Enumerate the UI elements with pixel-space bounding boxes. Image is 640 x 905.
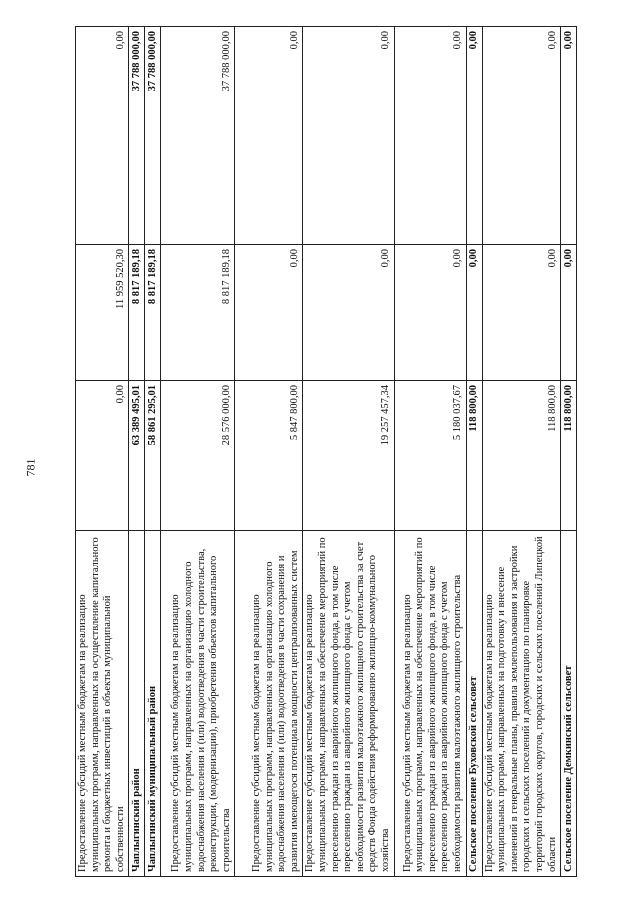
- row-description: Предоставление субсидий местным бюджетам на реализацию муниципальных программ, направленных на обеспечение мероприятий по переселению граждан из аварийного жилищного фонда, в том числе переселению граждан из аварийного жилищного фонда с учетом необходимости развития малоэтажного жилищного строительства: [394, 531, 466, 877]
- row-value-3: 0,00: [466, 27, 482, 245]
- row-value-1: 5 847 800,00: [235, 381, 303, 531]
- rotated-table-container: [75, 27, 595, 877]
- row-value-3: 0,00: [561, 27, 577, 245]
- row-value-3: 0,00: [303, 27, 394, 245]
- table-row: [145, 27, 161, 877]
- table-row: [235, 27, 303, 877]
- row-value-3: 37 788 000,00: [129, 27, 145, 245]
- row-value-1: 58 861 295,01: [145, 381, 161, 531]
- row-value-2: 0,00: [561, 245, 577, 381]
- row-description: Предоставление субсидий местным бюджетам на реализацию муниципальных программ, направленных на обеспечение мероприятий по переселению граждан из аварийного жилищного фонда, в том числе переселению граждан из аварийного жилищного фонда с учетом необходимости развития малоэтажного жилищного строительства за счет средств Фонда содействия реформированию жилищно-коммунального хозяйства: [303, 531, 394, 877]
- row-value-2: 0,00: [482, 245, 561, 381]
- row-value-1: 118 800,00: [482, 381, 561, 531]
- row-value-1: 5 180 037,67: [394, 381, 466, 531]
- row-value-2: 8 817 189,18: [161, 245, 235, 381]
- row-value-2: 11 959 520,30: [76, 245, 129, 381]
- table-row: [76, 27, 129, 877]
- row-value-3: 0,00: [76, 27, 129, 245]
- table-row: [303, 27, 394, 877]
- row-value-3: 0,00: [235, 27, 303, 245]
- row-value-3: 37 788 000,00: [161, 27, 235, 245]
- table-body: [76, 27, 577, 877]
- row-value-3: 0,00: [482, 27, 561, 245]
- row-description: Сельское поселение Буховской сельсовет: [466, 531, 482, 877]
- row-value-1: 28 576 000,00: [161, 381, 235, 531]
- table-row: [561, 27, 577, 877]
- row-value-1: 118 800,00: [466, 381, 482, 531]
- row-description: Предоставление субсидий местным бюджетам на реализацию муниципальных программ, направленных на подготовку и внесение изменений в генеральные планы, правила землепользования и застройки городских и сельских поселений и документацию по планировке территорий городских округов, городских и сельских поселений Липецкой области: [482, 531, 561, 877]
- row-value-2: 8 817 189,18: [145, 245, 161, 381]
- row-value-3: 37 788 000,00: [145, 27, 161, 245]
- table-row: [466, 27, 482, 877]
- page-number: 781: [23, 458, 38, 477]
- row-value-3: 0,00: [394, 27, 466, 245]
- row-value-1: 19 257 457,34: [303, 381, 394, 531]
- row-description: Предоставление субсидий местным бюджетам на реализацию муниципальных программ, направленных на организацию холодного водоснабжения населения и (или) водоотведения в части строительства, реконструкции, (модернизации), приобретения объектов капитального строительства: [161, 531, 235, 877]
- row-description: Предоставление субсидий местным бюджетам на реализацию муниципальных программ, направленных на организацию холодного водоснабжения населения и (или) водоотведения в части сохранения и развития имеющегося потенциала мощности централизованных систем: [235, 531, 303, 877]
- row-description: Предоставление субсидий местным бюджетам на реализацию муниципальных программ, направленных на осуществление капитального ремонта и бюджетных инвестиций в объекты муниципальной собственности: [76, 531, 129, 877]
- row-description: Чаплыгинский муниципальный район: [145, 531, 161, 877]
- row-value-2: 0,00: [235, 245, 303, 381]
- row-value-2: 8 817 189,18: [129, 245, 145, 381]
- table-row: [482, 27, 561, 877]
- table-row: [129, 27, 145, 877]
- row-description: Сельское поселение Демкинский сельсовет: [561, 531, 577, 877]
- row-value-1: 0,00: [76, 381, 129, 531]
- row-value-1: 118 800,00: [561, 381, 577, 531]
- table-row: [161, 27, 235, 877]
- row-value-2: 0,00: [303, 245, 394, 381]
- row-value-1: 63 389 495,01: [129, 381, 145, 531]
- row-description: Чаплыгинский район: [129, 531, 145, 877]
- row-value-2: 0,00: [394, 245, 466, 381]
- table-row: [394, 27, 466, 877]
- subsidies-table: [75, 26, 577, 877]
- row-value-2: 0,00: [466, 245, 482, 381]
